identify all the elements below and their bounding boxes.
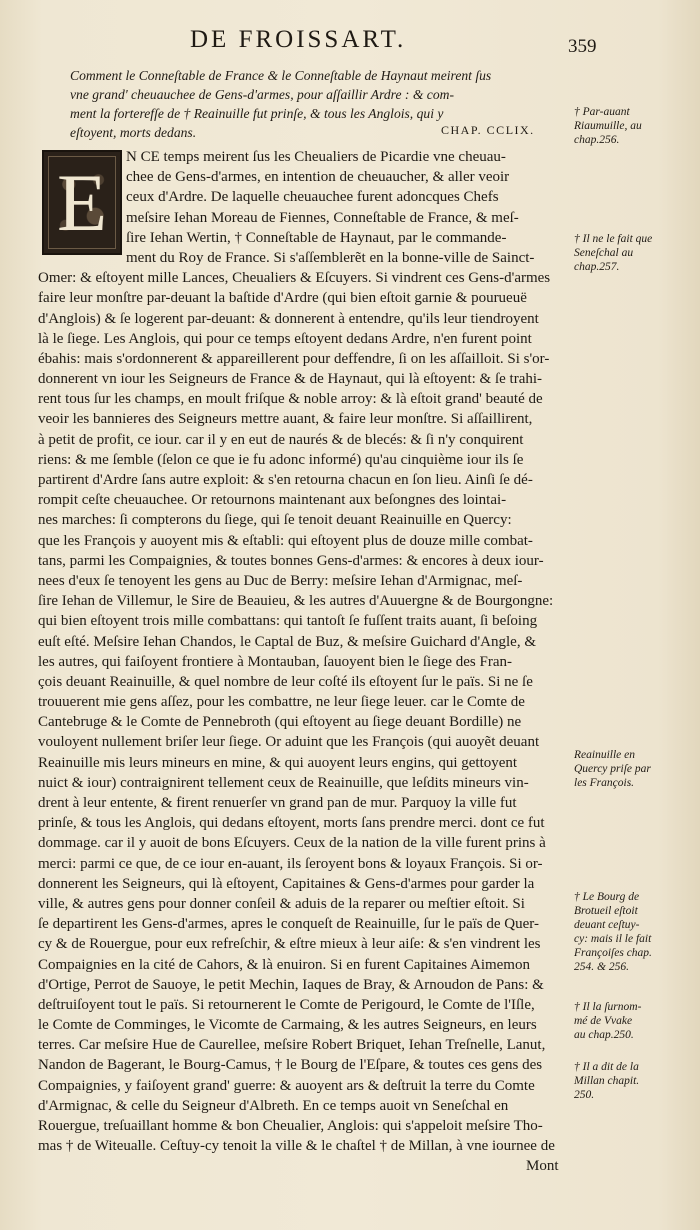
text-line: riens: & me ſemble (ſelon ce que ie fu adonc informé) qu'au cinquième iour ils ſe bbox=[38, 451, 524, 468]
text-line: ment du Roy de France. Si s'aſſemblerẽt en la bonne-ville de Sainct- bbox=[126, 249, 535, 266]
chapter-heading-line: Comment le Conneſtable de France & le Conneſtable de Haynaut meirent ſus bbox=[70, 68, 492, 83]
text-line: qui bien eſtoyent trois mille combattans: qui tantoſt ſe fuſſent traits auant, ſi beſoing bbox=[38, 613, 538, 630]
text-line: Omer: & eſtoyent mille Lances, Cheualiers & Eſcuyers. Si vindrent ces Gens-d'armes bbox=[38, 270, 551, 287]
margin-note-line: au chap.250. bbox=[574, 1029, 634, 1041]
chapter-heading-line: vne grand' cheuauchee de Gens-d'armes, pour aſſaillir Ardre : & com- bbox=[70, 87, 454, 102]
text-line: N CE temps meirent ſus les Cheualiers de Picardie vne cheuau- bbox=[126, 149, 506, 165]
running-head: DE FROISSART. bbox=[190, 26, 407, 53]
margin-note-line: Millan chapit. bbox=[574, 1075, 640, 1087]
text-line: d'Anglois) & ſe logerent par-deuant: & donnerent à entendre, qu'ils leur tiendroyent bbox=[38, 310, 539, 327]
text-line: mas † de Witeualle. Ceſtuy-cy tenoit la ville & le chaſtel † de Millan, à vne iournee de bbox=[38, 1138, 555, 1155]
margin-note bbox=[574, 1000, 692, 1042]
margin-note-line: 254. & 256. bbox=[574, 961, 629, 973]
margin-note-line: mé de Vvake bbox=[574, 1015, 633, 1027]
text-line: tans, parmi les Compaignies, & toutes bonnes Gens-d'armes: & encores à deux iour- bbox=[38, 552, 544, 569]
margin-note-line: chap.256. bbox=[574, 134, 620, 146]
initial-letter: E bbox=[56, 156, 108, 248]
text-line: cy & de Rouergue, pour eux refreſchir, & eſtre mieux à leur aiſe: & s'en vindrent les bbox=[38, 936, 541, 953]
text-line: à petit de profit, ce iour. car il y en eut de naurés & de blecés: & ſi n'y conquirent bbox=[38, 431, 524, 448]
margin-note-line: Françoiſes chap. bbox=[574, 947, 652, 959]
margin-note bbox=[574, 890, 692, 974]
margin-note-line: chap.257. bbox=[574, 261, 620, 273]
margin-note bbox=[574, 232, 692, 274]
text-line: ville, & autres gens pour donner conſeil & aduis de la reparer ou meſtier eſtoit. Si bbox=[38, 895, 525, 912]
text-line: chee de Gens-d'armes, en intention de cheuaucher, & aller veoir bbox=[126, 169, 510, 186]
body-text bbox=[38, 147, 583, 1177]
margin-note bbox=[574, 1060, 692, 1102]
page-number: 359 bbox=[568, 36, 597, 57]
text-line: d'Armignac, & celle du Seigneur d'Albreth. En ce temps auoit vn Seneſchal en bbox=[38, 1097, 509, 1114]
margin-note-line: † Par-auant bbox=[574, 106, 630, 118]
text-line: faire leur monſtre par-deuant la baſtide d'Ardre (qui bien eſtoit garnie & pourueuë bbox=[38, 290, 527, 307]
text-line: meſsire Iehan Moreau de Fiennes, Conneſtable de France, & meſ- bbox=[126, 209, 519, 226]
margin-note bbox=[574, 748, 692, 790]
text-line: deſtruiſoyent tout le païs. Si retournerent le Comte de Perigourd, le Comte de l'Iſle, bbox=[38, 996, 535, 1013]
text-line: Reainuille mis leurs mineurs en mine, & qui auoyent leurs engins, qui gettoyent bbox=[38, 754, 518, 771]
text-line: ſire Iehan de Villemur, le Sire de Beauieu, & les autres d'Auuergne & de Bourgongne: bbox=[38, 593, 554, 610]
margin-note-line: Quercy priſe par bbox=[574, 763, 651, 775]
text-line: Mont bbox=[526, 1158, 559, 1175]
margin-note bbox=[574, 105, 692, 147]
text-line: vouloyent nullement briſer leur ſiege. Or aduint que les François (qui auoyẽt deuant bbox=[38, 734, 540, 751]
chapter-heading-line: ment la forterefſe de † Reainuille fut prinſe, & tous les Anglois, qui y bbox=[70, 106, 444, 121]
text-line: donnerent vn iour les Seigneurs de France & de Haynaut, qui là eſtoyent: & ſe trahi- bbox=[38, 371, 543, 388]
text-line: partirent d'Ardre ſans autre exploit: & s'en retourna chacun en ſon lieu. Ainſi ſe dé- bbox=[38, 472, 533, 488]
text-line: ébahis: mais s'ordonnerent & appareillerent pour deffendre, ſi on les aſſailloit. Si s'or- bbox=[38, 350, 550, 367]
text-line: trouuerent mie gens aſſez, pour les combattre, ne leur ſiege leuer. car le Comte de bbox=[38, 694, 525, 711]
text-line: ceux d'Ardre. De laquelle cheuauchee furent adoncques Chefs bbox=[126, 189, 499, 206]
text-line: d'Ortige, Perrot de Sauoye, le petit Mechin, Iaques de Bray, & Arnoudon de Pans: & bbox=[38, 976, 544, 993]
text-line: drent à leur entente, & firent renuerſer vn grand pan de mur. Parquoy la ville fut bbox=[38, 795, 517, 811]
text-line: nes marches: ſi compterons du ſiege, qui ſe tenoit deuant Reainuille en Quercy: bbox=[38, 512, 512, 529]
text-line: terres. Car meſsire Hue de Caurellee, meſsire Robert Briquet, Iehan Treſnelle, Lanut, bbox=[38, 1037, 546, 1054]
text-line: Compaignies en la cité de Cahors, & là enuiron. Si en furent Capitaines Aimemon bbox=[38, 956, 530, 973]
margin-note-line: Riaumuille, au bbox=[574, 120, 642, 132]
margin-note-line: Brotueil eſtoit bbox=[574, 905, 638, 917]
text-line: Rouergue, treſuaillant homme & bon Cheualier, Anglois: qui s'appeloit meſsire Tho- bbox=[38, 1118, 543, 1134]
text-line: les autres, qui faiſoyent frontiere à Montauban, ſauoyent bien le ſiege des Fran- bbox=[38, 653, 513, 670]
text-line: dommage. car il y auoit de bons Eſcuyers. Ceux de la nation de la ville furent prins à bbox=[38, 835, 546, 852]
text-line: le Comte de Comminges, le Vicomte de Carmaing, & les autres Seigneurs, en leurs bbox=[38, 1017, 537, 1034]
text-line: euſt eſté. Meſsire Iehan Chandos, le Captal de Buz, & meſsire Guichard d'Angle, & bbox=[38, 633, 536, 650]
text-line: prinſe, & tous les Anglois, qui dedans eſtoyent, morts ſans prendre merci. dont ce fut bbox=[38, 815, 545, 832]
margin-note-line: † Il ne le fait que bbox=[574, 233, 653, 245]
text-line: rompit ceſte cheuauchee. Or retournons maintenant aux beſongnes des lointai- bbox=[38, 492, 507, 509]
chapter-number: CHAP. CCLIX. bbox=[441, 123, 535, 137]
text-line: Cantebruge & le Comte de Pennebroth (qui eſtoyent au ſiege deuant Bordille) ne bbox=[38, 714, 522, 731]
text-line: ſe departirent les Gens-d'armes, apres le conqueſt de Reainuille, ſur le païs de Quer- bbox=[38, 916, 539, 933]
margin-note-line: † Il a dit de la bbox=[574, 1061, 639, 1073]
margin-note-line: cy: mais il le fait bbox=[574, 933, 652, 945]
chapter-heading-line: eſtoyent, morts dedans. bbox=[70, 125, 197, 140]
margin-note-line: deuant ceſtuy- bbox=[574, 919, 640, 931]
text-line: ſire Iehan Wertin, † Conneſtable de Haynaut, par le commande- bbox=[126, 229, 507, 246]
text-line: nuict & iour) contraignirent tellement ceux de Reainuille, que leſdits mineurs vin- bbox=[38, 774, 529, 791]
text-line: merci: parmi ce que, de ce iour en-auant, ils ſeroyent bons & loyaux François. Si or- bbox=[38, 855, 543, 872]
text-line: nees d'eux ſe tenoyent les gens au Duc de Berry: meſsire Iehan d'Armignac, meſ- bbox=[38, 572, 523, 589]
text-line: veoir les bannieres des Seigneurs mettre auant, & faire leur monſtre. Si aſſaillirent, bbox=[38, 411, 533, 428]
margin-note-line: 250. bbox=[574, 1089, 595, 1101]
margin-note-line: † Il la ſurnom- bbox=[574, 1001, 642, 1013]
margin-note-line: † Le Bourg de bbox=[574, 891, 640, 903]
text-line: Compaignies, y faiſoyent grand' guerre: & auoyent ars & deſtruit la terre du Comte bbox=[38, 1077, 535, 1094]
text-line: là le ſiege. Les Anglois, qui pour ce temps eſtoyent dedans Ardre, n'en furent point bbox=[38, 330, 532, 347]
text-line: que les François y auoyent mis & eſtabli: qui eſtoyent plus de douze mille combat- bbox=[38, 532, 533, 549]
text-line: Nandon de Bagerant, le Bourg-Camus, † le Bourg de l'Eſpare, & toutes ces gens des bbox=[38, 1057, 543, 1074]
margin-note-line: Reainuille en bbox=[574, 749, 635, 761]
text-line: çois deuant Reainuille, & quel nombre de leur coſté ils eſtoyent ſur le païs. Si ne ſe bbox=[38, 673, 533, 690]
text-line: donnerent les Seigneurs, qui là eſtoyent, Capitaines & Gens-d'armes pour garder la bbox=[38, 875, 535, 892]
margin-note-line: les François. bbox=[574, 777, 635, 789]
margin-note-line: Seneſchal au bbox=[574, 247, 634, 259]
text-line: rent tous ſur les champs, en moult friſque & noble arroy: & là eſtoit grand' beauté de bbox=[38, 391, 543, 408]
